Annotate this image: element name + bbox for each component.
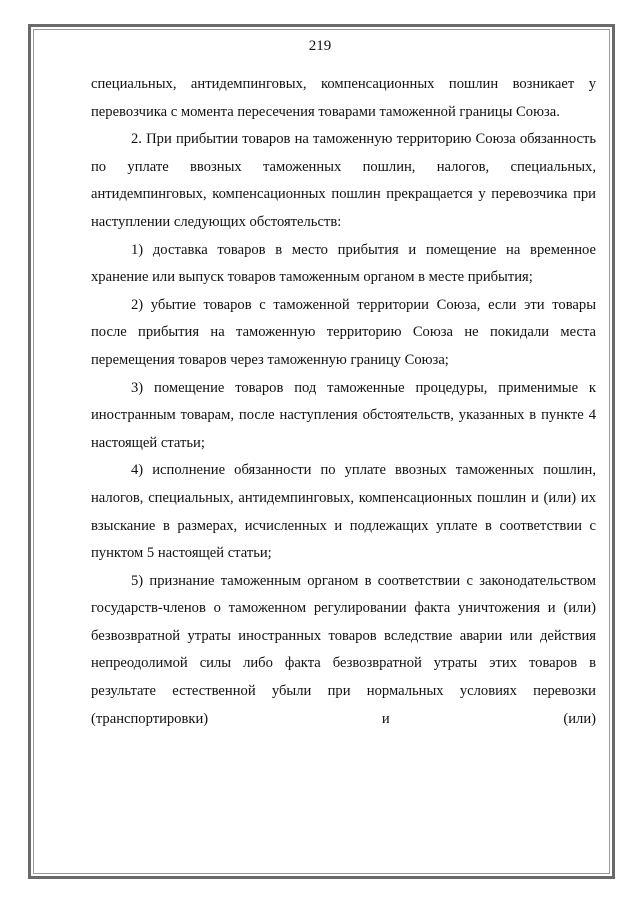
paragraph-continuation: специальных, антидемпинговых, компенсационных пошлин возникает у перевозчика с момента пересечения товарами таможенной границы Союза. [91,76,596,120]
list-item-3: 3) помещение товаров под таможенные процедуры, применимые к иностранным товарам, после наступления обстоятельств, указанных в пункте 4 настоящей статьи; [91,379,596,451]
list-item-1: 1) доставка товаров в место прибытия и помещение на временное хранение или выпуск товаров таможенным органом в месте прибытия; [91,241,596,286]
document-body [91,71,596,733]
list-item-4: 4) исполнение обязанности по уплате ввозных таможенных пошлин, налогов, специальных, антидемпинговых, компенсационных пошлин и (или) их взыскание в размерах, исчисленных и подлежащих уплате в соответствии с пунктом 5 настоящей статьи; [91,462,596,562]
paragraph-clause-2: 2. При прибытии товаров на таможенную территорию Союза обязанность по уплате ввозных таможенных пошлин, налогов, специальных, антидемпинговых, компенсационных пошлин прекращается у перевозчика при наступлении следующих обстоятельств: [91,131,596,230]
list-item-5: 5) признание таможенным органом в соответствии с законодательством государств-членов о таможенном регулировании факта уничтожения и (или) безвозвратной утраты иностранных товаров вследствие аварии или действия непреодолимой силы либо факта безвозвратной утраты этих товаров в результате естественной убыли при нормальных условиях перевозки (транспортировки) и (или) [91,572,596,727]
list-item-2: 2) убытие товаров с таможенной территории Союза, если эти товары после прибытия на таможенную территорию Союза не покидали места перемещения товаров через таможенную границу Союза; [91,296,596,368]
page-number: 219 [308,38,332,54]
